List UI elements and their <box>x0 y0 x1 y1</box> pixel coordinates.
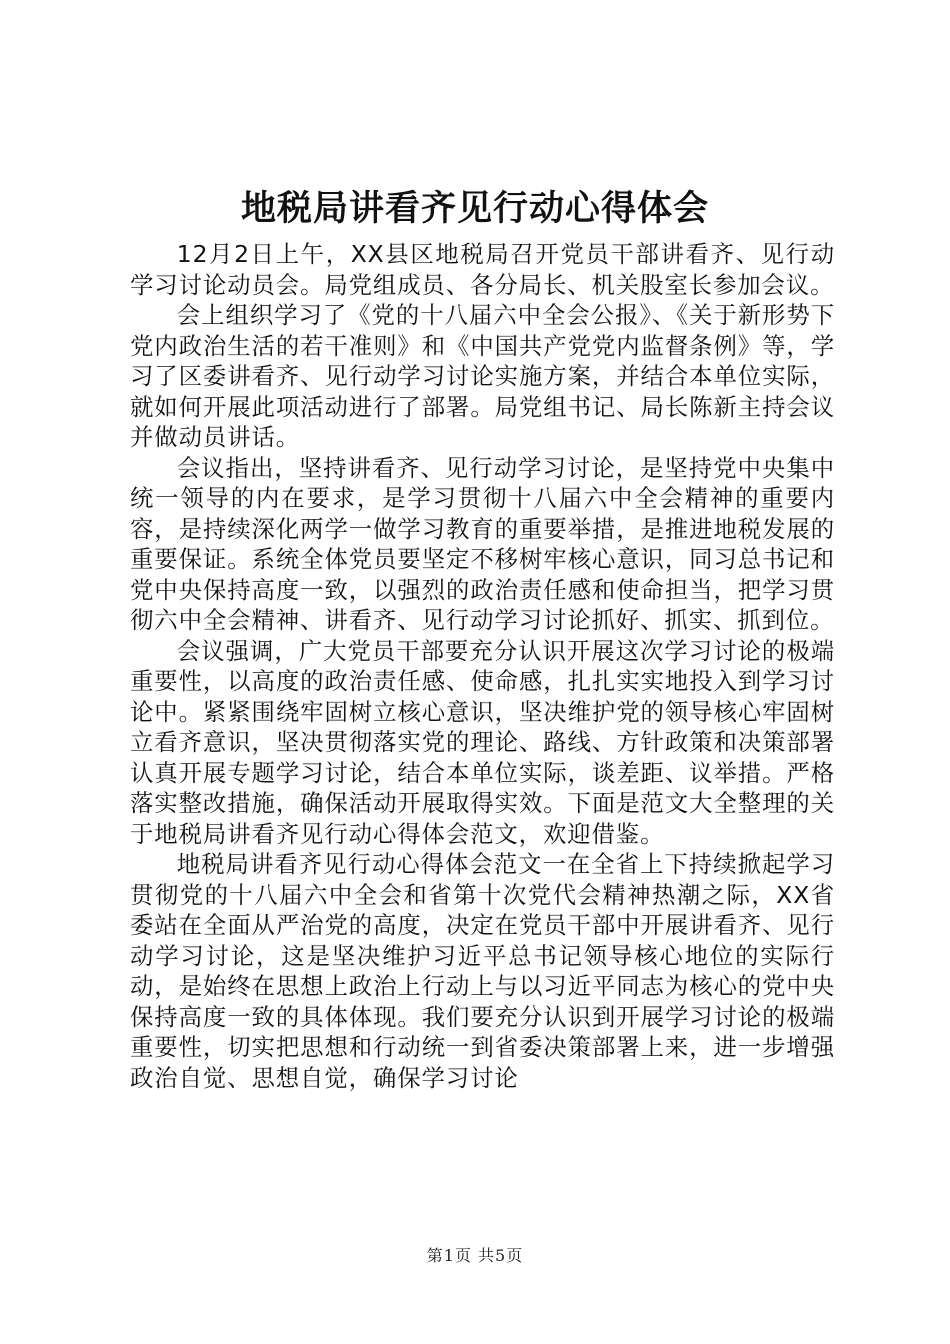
paragraph: 地税局讲看齐见行动心得体会范文一在全省上下持续掀起学习贯彻党的十八届六中全会和省第十次党代会精神热潮之际，XX省委站在全面从严治党的高度，决定在党员干部中开展讲看齐、见行动学习讨论，这是坚决维护习近平总书记领导核心地位的实际行动，是始终在思想上政治上行动上与以习近平同志为核心的党中央保持高度一致的具体体现。我们要充分认识到开展学习讨论的极端重要性，切实把思想和行动统一到省委决策部署上来，进一步增强政治自觉、思想自觉，确保学习讨论 <box>130 850 835 1092</box>
paragraph: 会上组织学习了《党的十八届六中全会公报》、《关于新形势下党内政治生活的若干准则》和《中国共产党党内监督条例》等，学习了区委讲看齐、见行动学习讨论实施方案，并结合本单位实际，就如何开展此项活动进行了部署。局党组书记、局长陈新主持会议并做动员讲话。 <box>130 301 835 451</box>
paragraph: 会议强调，广大党员干部要充分认识开展这次学习讨论的极端重要性，以高度的政治责任感、使命感，扎扎实实地投入到学习讨论中。紧紧围绕牢固树立核心意识，坚决维护党的领导核心牢固树立看齐意识，坚决贯彻落实党的理论、路线、方针政策和决策部署认真开展专题学习讨论，结合本单位实际，谈差距、议举措。严格落实整改措施，确保活动开展取得实效。下面是范文大全整理的关于地税局讲看齐见行动心得体会范文，欢迎借鉴。 <box>130 636 835 848</box>
paragraph: 12月2日上午，XX县区地税局召开党员干部讲看齐、见行动学习讨论动员会。局党组成员、各分局长、机关股室长参加会议。 <box>130 240 835 299</box>
document-title: 地税局讲看齐见行动心得体会 <box>240 188 709 229</box>
document-body <box>130 239 835 1093</box>
paragraph: 会议指出，坚持讲看齐、见行动学习讨论，是坚持党中央集中统一领导的内在要求，是学习贯彻十八届六中全会精神的重要内容，是持续深化两学一做学习教育的重要举措，是推进地税发展的重要保证。系统全体党员要坚定不移树牢核心意识，同习总书记和党中央保持高度一致，以强烈的政治责任感和使命担当，把学习贯彻六中全会精神、讲看齐、见行动学习讨论抓好、抓实、抓到位。 <box>130 453 835 634</box>
page-number-footer: 第1页 共5页 <box>426 1246 524 1265</box>
